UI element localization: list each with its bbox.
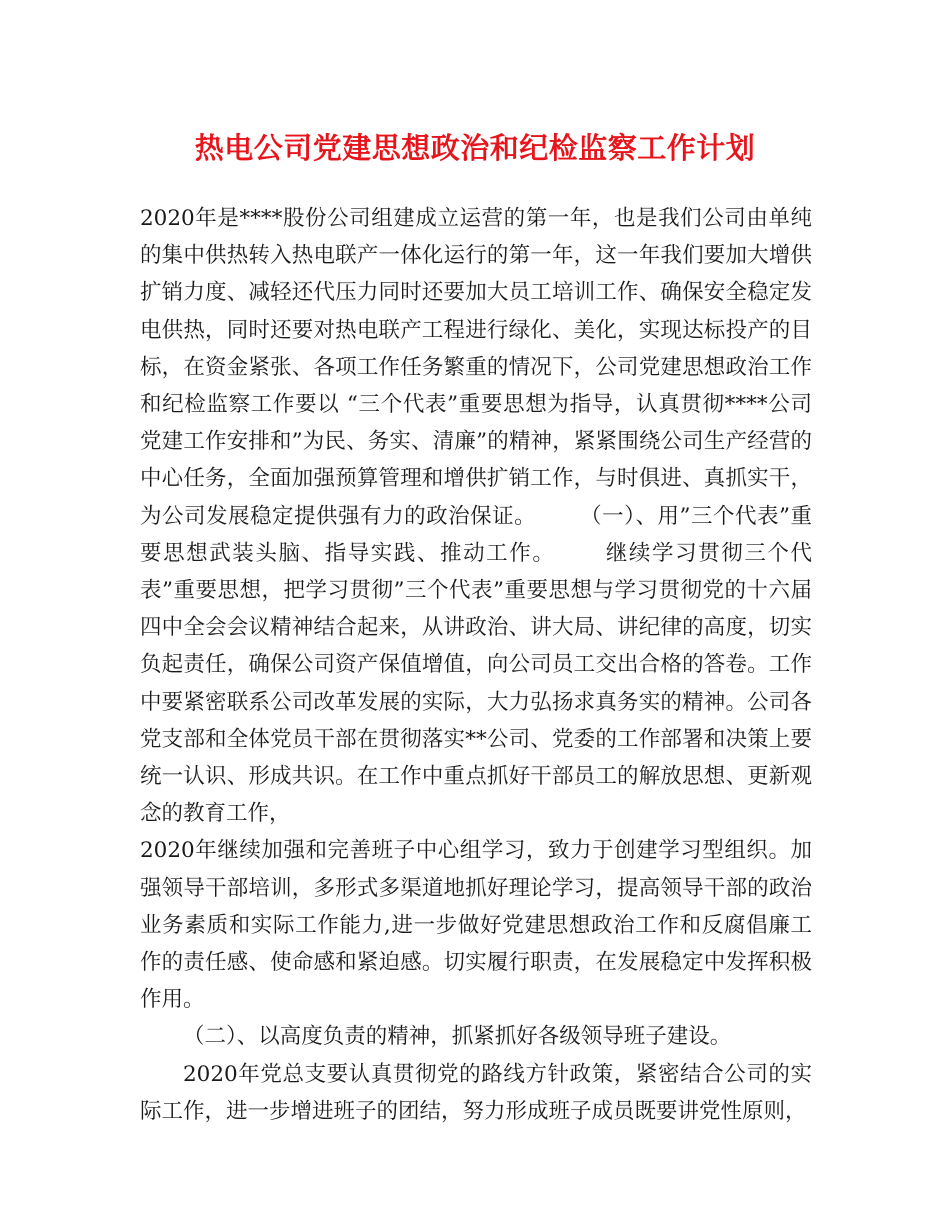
paragraph-intro — [140, 200, 812, 832]
paragraph-text: 2020年党总支要认真贯彻党的路线方针政策，紧密结合公司的实际工作，进一步增进班子的团结，努力形成班子成员既要讲党性原则， — [140, 1061, 812, 1124]
document-title: 热电公司党建思想政治和纪检监察工作计划 — [194, 131, 756, 165]
paragraph-text: 继续学习贯彻三个代表”重要思想，把学习贯彻”三个代表”重要思想与学习贯彻党的十六届四中全会会议精神结合起来，从讲政治、讲大局、讲纪律的高度，切实负起责任，确保公司资产保值增值，向公司员工交出合格的答卷。工作中要紧密联系公司改革发展的实际，大力弘扬求真务实的精神。公司各党支部和全体党员干部在贯彻落实**公司、党委的工作部署和决策上要统一认识、形成共识。在工作中重点抓好干部员工的解放思想、更新观念的教育工作， — [140, 540, 812, 827]
section-heading-2 — [140, 1018, 812, 1055]
paragraph-text: 2020年是****股份公司组建成立运营的第一年，也是我们公司由单纯的集中供热转入热电联产一体化运行的第一年，这一年我们要加大增供扩销力度、减轻还代压力同时还要加大员工培训工作、确保安全稳定发电供热，同时还要对热电联产工程进行绿化、美化，实现达标投产的目标，在资金紧张、各项工作任务繁重的情况下，公司党建思想政治工作和纪检监察工作要以 “三个代表”重要思想为指导，认真贯彻****公司党建工作安排和”为民、务实、清廉”的精神，紧紧围绕公司生产经营的中心任务，全面加强预算管理和增供扩销工作，与时俱进、真抓实干，为公司发展稳定提供强有力的政治保证。 — [140, 206, 812, 529]
paragraph-leadership — [140, 1056, 812, 1130]
paragraph-study — [140, 832, 812, 1018]
paragraph-text: （二）、以高度负责的精神，抓紧抓好各级领导班子建设。 — [183, 1024, 732, 1050]
paragraph-text: 2020年继续加强和完善班子中心组学习，致力于创建学习型组织。加强领导干部培训，多形式多渠道地抓好理论学习，提高领导干部的政治业务素质和实际工作能力,进一步做好党建思想政治工作和反腐倡廉工作的责任感、使命感和紧迫感。切实履行职责，在发展稳定中发挥积极作用。 — [140, 838, 812, 1013]
document-body — [140, 200, 812, 1130]
section-heading-1: （一）、用”三个代表”重要思想武装头脑、指导实践、推动工作。 — [140, 503, 812, 566]
